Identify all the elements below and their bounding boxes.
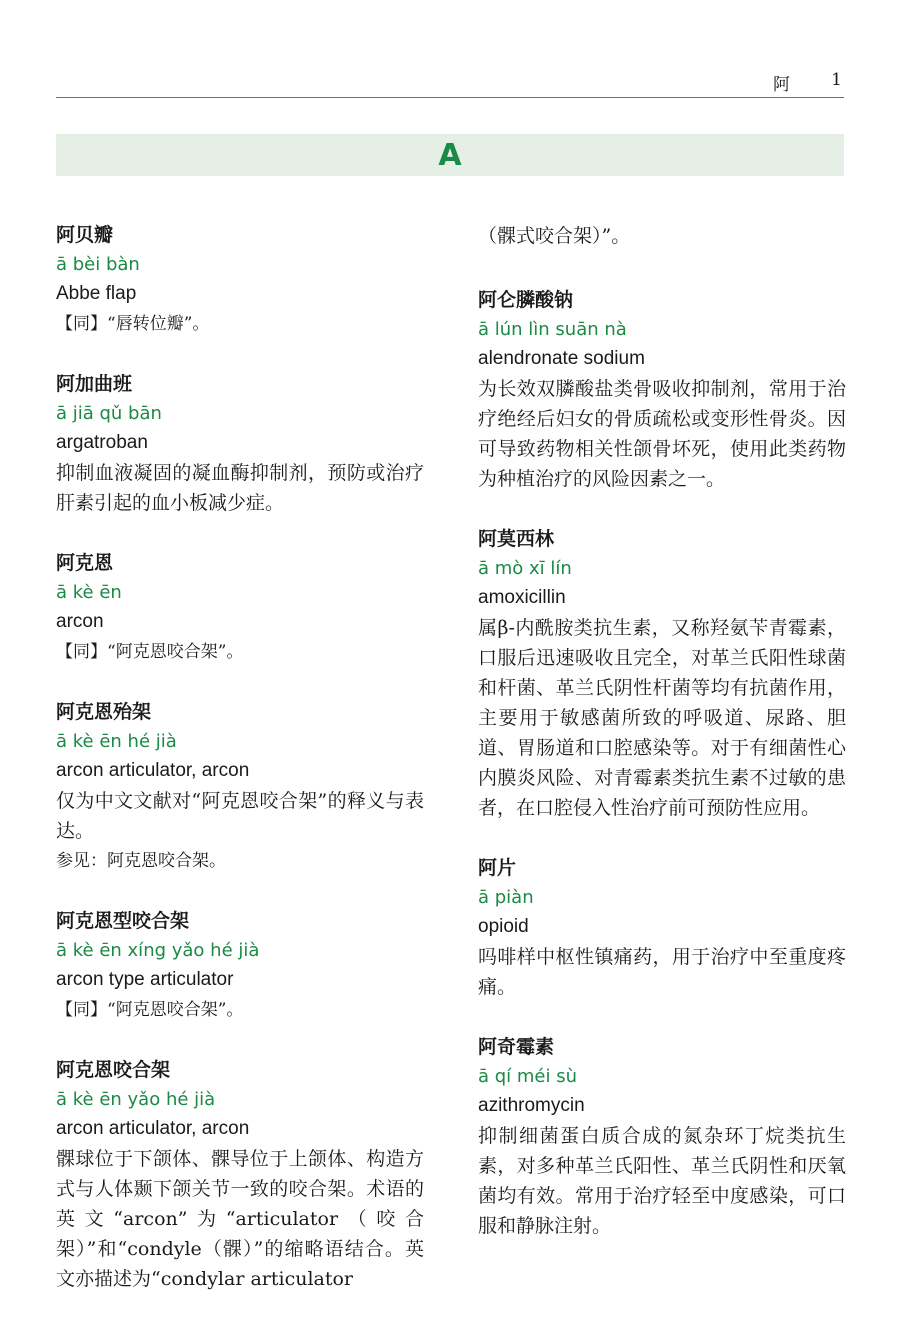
- page-number: 1: [831, 70, 842, 90]
- entry-definition: 属β-内酰胺类抗生素，又称羟氨苄青霉素，口服后迅速吸收且完全，对革兰氏阳性球菌和杆菌、革兰氏阴性杆菌等均有抗菌作用，主要用于敏感菌所致的呼吸道、尿路、胆道、胃肠道和口腔感染等。对于有细菌性心内膜炎风险、对青霉素类抗生素不过敏的患者，在口腔侵入性治疗前可预防性应用。: [478, 617, 846, 819]
- dictionary-entry: [56, 369, 424, 518]
- entry-term: 阿奇霉素: [478, 1036, 555, 1058]
- dictionary-entry: [56, 548, 424, 667]
- entry-term: 阿克恩型咬合架: [56, 910, 190, 932]
- entry-term: 阿莫西林: [478, 528, 555, 550]
- entry-term: 阿贝瓣: [56, 224, 114, 246]
- dictionary-entry: [478, 285, 846, 494]
- entry-term: 阿片: [478, 857, 517, 879]
- entry-pinyin: ā lún lìn suān nà: [478, 319, 627, 340]
- entry-term: 阿克恩咬合架: [56, 1059, 171, 1081]
- continued-text: （髁式咬合架）”。: [478, 225, 631, 247]
- entry-reference: 【同】“阿克恩咬合架”。: [56, 1000, 244, 1020]
- entry-english: amoxicillin: [478, 587, 566, 608]
- running-head: [56, 66, 844, 98]
- dictionary-entry: [478, 524, 846, 823]
- entry-pinyin: ā jiā qǔ bān: [56, 403, 162, 424]
- entry-pinyin: ā qí méi sù: [478, 1066, 578, 1087]
- dictionary-entry: [56, 906, 424, 1025]
- entry-pinyin: ā bèi bàn: [56, 254, 140, 275]
- entry-definition: 髁球位于下颌体、髁导位于上颌体、构造方式与人体颞下颌关节一致的咬合架。术语的英文“arcon”为“articulator（咬合架）”和“condyle（髁）”的缩略语结合。英文亦描述为“condylar articulator: [56, 1148, 424, 1290]
- entry-term: 阿加曲班: [56, 373, 133, 395]
- entry-term: 阿克恩: [56, 552, 114, 574]
- entry-english: arcon articulator, arcon: [56, 1118, 250, 1139]
- entry-definition: 吗啡样中枢性镇痛药，用于治疗中至重度疼痛。: [478, 946, 846, 998]
- entry-pinyin: ā kè ēn hé jià: [56, 731, 177, 752]
- entry-reference: 【同】“唇转位瓣”。: [56, 314, 210, 334]
- right-column: [478, 221, 846, 1271]
- entry-pinyin: ā mò xī lín: [478, 558, 572, 579]
- running-head-word: 阿: [773, 75, 790, 95]
- entry-pinyin: ā piàn: [478, 887, 534, 908]
- dictionary-entry: [56, 1055, 424, 1294]
- dictionary-entry: [56, 220, 424, 339]
- entry-definition: 抑制细菌蛋白质合成的氮杂环丁烷类抗生素，对多种革兰氏阳性、革兰氏阴性和厌氧菌均有效。常用于治疗轻至中度感染，可口服和静脉注射。: [478, 1125, 846, 1237]
- dictionary-entry: [56, 697, 424, 876]
- entry-english: alendronate sodium: [478, 348, 645, 369]
- entry-reference: 参见：阿克恩咬合架。: [56, 851, 226, 871]
- dictionary-entry: [478, 1032, 846, 1241]
- entry-definition: 为长效双膦酸盐类骨吸收抑制剂，常用于治疗绝经后妇女的骨质疏松或变形性骨炎。因可导致药物相关性颌骨坏死，使用此类药物为种植治疗的风险因素之一。: [478, 378, 846, 490]
- left-column: [56, 220, 424, 1324]
- entry-term: 阿仑膦酸钠: [478, 289, 574, 311]
- entry-english: Abbe flap: [56, 283, 137, 304]
- entry-english: argatroban: [56, 432, 148, 453]
- dictionary-entry: [478, 853, 846, 1002]
- entry-term: 阿克恩殆架: [56, 701, 152, 723]
- entry-english: arcon: [56, 611, 104, 632]
- entry-english: opioid: [478, 916, 529, 937]
- section-letter: A: [438, 137, 462, 173]
- entry-reference: 【同】“阿克恩咬合架”。: [56, 642, 244, 662]
- entry-pinyin: ā kè ēn yǎo hé jià: [56, 1089, 216, 1110]
- entry-pinyin: ā kè ēn: [56, 582, 122, 603]
- entry-definition: 仅为中文文献对“阿克恩咬合架”的释义与表达。: [56, 790, 424, 842]
- entry-english: arcon articulator, arcon: [56, 760, 250, 781]
- entry-english: arcon type articulator: [56, 969, 234, 990]
- section-letter-band: [56, 134, 844, 176]
- entry-pinyin: ā kè ēn xíng yǎo hé jià: [56, 940, 260, 961]
- entry-english: azithromycin: [478, 1095, 585, 1116]
- entry-definition: 抑制血液凝固的凝血酶抑制剂，预防或治疗肝素引起的血小板减少症。: [56, 462, 424, 514]
